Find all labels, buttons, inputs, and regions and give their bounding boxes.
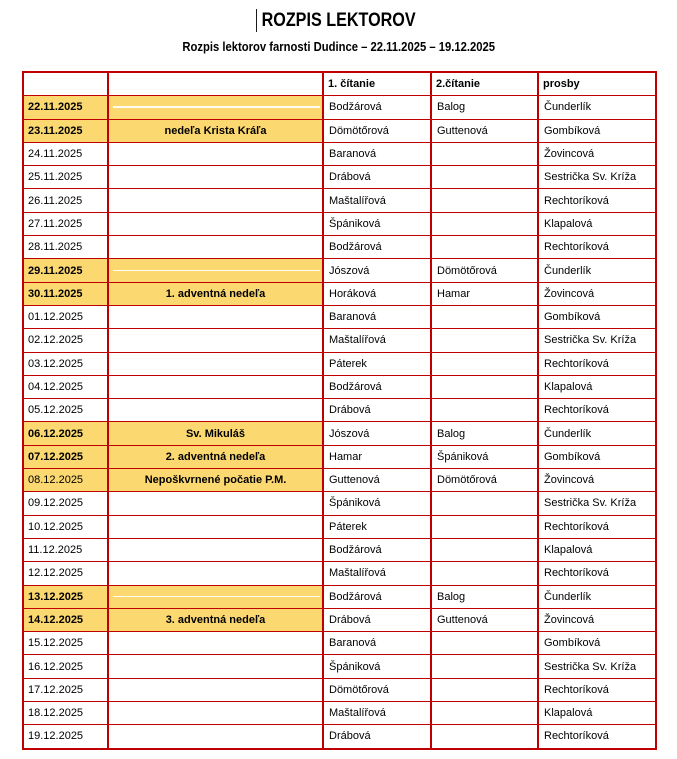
header-date[interactable] — [23, 72, 108, 96]
date-cell[interactable]: 27.11.2025 — [23, 212, 108, 235]
date-cell[interactable]: 16.12.2025 — [23, 655, 108, 678]
event-cell[interactable] — [108, 259, 323, 282]
reading1-cell[interactable]: Bodžárová — [323, 236, 431, 259]
reading2-cell[interactable] — [431, 399, 538, 422]
event-cell[interactable] — [108, 96, 323, 119]
page-subtitle[interactable] — [0, 39, 677, 55]
reading2-cell[interactable]: Balog — [431, 585, 538, 608]
reading2-cell[interactable] — [431, 166, 538, 189]
reading2-cell[interactable]: Balog — [431, 422, 538, 445]
date-cell[interactable]: 15.12.2025 — [23, 632, 108, 655]
table-row — [23, 189, 656, 212]
header-reading1[interactable]: 1. čítanie — [323, 72, 431, 96]
prosby-cell[interactable]: Klapalová — [538, 212, 656, 235]
prosby-cell[interactable]: Rechtoríková — [538, 399, 656, 422]
reading1-cell[interactable]: Bodžárová — [323, 585, 431, 608]
reading2-cell[interactable] — [431, 142, 538, 165]
prosby-cell[interactable]: Sestrička Sv. Kríža — [538, 166, 656, 189]
reading2-cell[interactable]: Dömötőrová — [431, 469, 538, 492]
date-cell[interactable]: 19.12.2025 — [23, 725, 108, 749]
highlight-divider-line — [113, 596, 320, 598]
event-cell[interactable] — [108, 702, 323, 725]
reading1-cell[interactable]: Jószová — [323, 259, 431, 282]
event-cell[interactable] — [108, 329, 323, 352]
reading1-cell[interactable]: Drábová — [323, 399, 431, 422]
table-row — [23, 259, 656, 282]
date-cell[interactable]: 02.12.2025 — [23, 329, 108, 352]
date-cell[interactable]: 22.11.2025 — [23, 96, 108, 119]
prosby-cell[interactable]: Gombíková — [538, 632, 656, 655]
reading2-cell[interactable] — [431, 562, 538, 585]
reading2-cell[interactable] — [431, 329, 538, 352]
event-cell[interactable] — [108, 212, 323, 235]
table-row — [23, 725, 656, 749]
prosby-cell[interactable]: Žovincová — [538, 282, 656, 305]
event-cell[interactable]: nedeľa Krista Kráľa — [108, 119, 323, 142]
reading2-cell[interactable] — [431, 725, 538, 749]
header-reading2[interactable]: 2.čítanie — [431, 72, 538, 96]
table-row — [23, 329, 656, 352]
date-cell[interactable]: 23.11.2025 — [23, 119, 108, 142]
reading2-cell[interactable] — [431, 538, 538, 561]
event-cell[interactable]: 2. adventná nedeľa — [108, 445, 323, 468]
prosby-cell[interactable]: Čunderlík — [538, 585, 656, 608]
reading1-cell[interactable]: Guttenová — [323, 469, 431, 492]
header-event[interactable] — [108, 72, 323, 96]
table-row — [23, 562, 656, 585]
event-cell[interactable] — [108, 375, 323, 398]
reading1-cell[interactable]: Drábová — [323, 725, 431, 749]
schedule-body — [23, 96, 656, 749]
table-row — [23, 702, 656, 725]
reading2-cell[interactable] — [431, 515, 538, 538]
table-row — [23, 678, 656, 701]
prosby-cell[interactable]: Rechtoríková — [538, 725, 656, 749]
table-row — [23, 375, 656, 398]
event-cell[interactable] — [108, 678, 323, 701]
reading1-cell[interactable]: Drábová — [323, 166, 431, 189]
date-cell[interactable]: 01.12.2025 — [23, 305, 108, 328]
prosby-cell[interactable]: Sestrička Sv. Kríža — [538, 329, 656, 352]
reading2-cell[interactable] — [431, 702, 538, 725]
date-cell[interactable]: 26.11.2025 — [23, 189, 108, 212]
prosby-cell[interactable]: Rechtoríková — [538, 678, 656, 701]
table-row — [23, 352, 656, 375]
table-row — [23, 422, 656, 445]
reading1-cell[interactable]: Maštalířová — [323, 562, 431, 585]
event-cell[interactable]: 1. adventná nedeľa — [108, 282, 323, 305]
prosby-cell[interactable]: Gombíková — [538, 119, 656, 142]
prosby-cell[interactable]: Čunderlík — [538, 96, 656, 119]
date-cell[interactable]: 03.12.2025 — [23, 352, 108, 375]
reading2-cell[interactable] — [431, 212, 538, 235]
reading1-cell[interactable]: Páterek — [323, 515, 431, 538]
table-row — [23, 212, 656, 235]
table-row — [23, 538, 656, 561]
date-cell[interactable]: 24.11.2025 — [23, 142, 108, 165]
table-row — [23, 166, 656, 189]
event-cell[interactable] — [108, 538, 323, 561]
reading1-cell[interactable]: Baranová — [323, 632, 431, 655]
event-cell[interactable] — [108, 142, 323, 165]
table-row — [23, 585, 656, 608]
event-cell[interactable]: 3. adventná nedeľa — [108, 608, 323, 631]
table-row — [23, 399, 656, 422]
reading2-cell[interactable] — [431, 305, 538, 328]
prosby-cell[interactable]: Klapalová — [538, 538, 656, 561]
reading1-cell[interactable]: Bodžárová — [323, 375, 431, 398]
prosby-cell[interactable]: Gombíková — [538, 305, 656, 328]
highlight-divider-line — [113, 270, 320, 272]
prosby-cell[interactable]: Rechtoríková — [538, 236, 656, 259]
prosby-cell[interactable]: Rechtoríková — [538, 562, 656, 585]
header-row — [23, 72, 656, 96]
date-cell[interactable]: 25.11.2025 — [23, 166, 108, 189]
date-cell[interactable]: 10.12.2025 — [23, 515, 108, 538]
reading2-cell[interactable] — [431, 375, 538, 398]
table-row — [23, 282, 656, 305]
date-cell[interactable]: 14.12.2025 — [23, 608, 108, 631]
date-cell[interactable]: 12.12.2025 — [23, 562, 108, 585]
highlight-divider-line — [113, 106, 320, 108]
prosby-cell[interactable]: Sestrička Sv. Kríža — [538, 655, 656, 678]
reading1-cell[interactable]: Jószová — [323, 422, 431, 445]
reading2-cell[interactable]: Balog — [431, 96, 538, 119]
table-row — [23, 515, 656, 538]
date-cell[interactable]: 05.12.2025 — [23, 399, 108, 422]
table-row — [23, 492, 656, 515]
prosby-cell[interactable]: Čunderlík — [538, 422, 656, 445]
date-cell[interactable]: 13.12.2025 — [23, 585, 108, 608]
event-cell[interactable] — [108, 562, 323, 585]
table-row — [23, 608, 656, 631]
reading2-cell[interactable] — [431, 352, 538, 375]
prosby-cell[interactable]: Klapalová — [538, 375, 656, 398]
reading2-cell[interactable] — [431, 655, 538, 678]
event-cell[interactable] — [108, 236, 323, 259]
header-prosby[interactable]: prosby — [538, 72, 656, 96]
prosby-cell[interactable]: Rechtoríková — [538, 515, 656, 538]
prosby-cell[interactable]: Rechtoríková — [538, 352, 656, 375]
event-cell[interactable] — [108, 399, 323, 422]
reading2-cell[interactable]: Guttenová — [431, 119, 538, 142]
event-cell[interactable]: Sv. Mikuláš — [108, 422, 323, 445]
prosby-cell[interactable]: Žovincová — [538, 469, 656, 492]
table-row — [23, 305, 656, 328]
date-cell[interactable]: 07.12.2025 — [23, 445, 108, 468]
page-title[interactable] — [0, 9, 677, 33]
reading1-cell[interactable]: Drábová — [323, 608, 431, 631]
reading1-cell[interactable]: Horáková — [323, 282, 431, 305]
table-row — [23, 655, 656, 678]
reading1-cell[interactable]: Špániková — [323, 212, 431, 235]
event-cell[interactable] — [108, 632, 323, 655]
page-title-text: ROZPIS LEKTOROV — [261, 10, 416, 31]
event-cell[interactable] — [108, 655, 323, 678]
reading1-cell[interactable]: Páterek — [323, 352, 431, 375]
reading2-cell[interactable] — [431, 236, 538, 259]
prosby-cell[interactable]: Klapalová — [538, 702, 656, 725]
reading1-cell[interactable]: Bodžárová — [323, 96, 431, 119]
date-cell[interactable]: 29.11.2025 — [23, 259, 108, 282]
table-row — [23, 96, 656, 119]
reading1-cell[interactable]: Baranová — [323, 305, 431, 328]
date-cell[interactable]: 17.12.2025 — [23, 678, 108, 701]
date-cell[interactable]: 11.12.2025 — [23, 538, 108, 561]
reading2-cell[interactable] — [431, 189, 538, 212]
table-row — [23, 445, 656, 468]
page-subtitle-text: Rozpis lektorov farnosti Dudince – 22.11.2025 – 19.12.2025 — [182, 40, 495, 54]
reading1-cell[interactable]: Baranová — [323, 142, 431, 165]
reading2-cell[interactable] — [431, 632, 538, 655]
prosby-cell[interactable]: Čunderlík — [538, 259, 656, 282]
prosby-cell[interactable]: Žovincová — [538, 608, 656, 631]
reading2-cell[interactable]: Hamar — [431, 282, 538, 305]
date-cell[interactable]: 28.11.2025 — [23, 236, 108, 259]
reading1-cell[interactable]: Maštalířová — [323, 702, 431, 725]
date-cell[interactable]: 06.12.2025 — [23, 422, 108, 445]
date-cell[interactable]: 18.12.2025 — [23, 702, 108, 725]
reading1-cell[interactable]: Maštalířová — [323, 189, 431, 212]
reading2-cell[interactable] — [431, 492, 538, 515]
prosby-cell[interactable]: Žovincová — [538, 142, 656, 165]
reading2-cell[interactable]: Guttenová — [431, 608, 538, 631]
lector-schedule-table — [22, 71, 657, 750]
event-cell[interactable] — [108, 305, 323, 328]
table-row — [23, 142, 656, 165]
date-cell[interactable]: 04.12.2025 — [23, 375, 108, 398]
event-cell[interactable] — [108, 189, 323, 212]
event-cell[interactable] — [108, 166, 323, 189]
reading1-cell[interactable]: Špániková — [323, 655, 431, 678]
reading1-cell[interactable]: Maštalířová — [323, 329, 431, 352]
date-cell[interactable]: 08.12.2025 — [23, 469, 108, 492]
event-cell[interactable] — [108, 585, 323, 608]
table-row — [23, 236, 656, 259]
reading1-cell[interactable]: Bodžárová — [323, 538, 431, 561]
date-cell[interactable]: 09.12.2025 — [23, 492, 108, 515]
event-cell[interactable] — [108, 492, 323, 515]
reading1-cell[interactable]: Dömötőrová — [323, 119, 431, 142]
event-cell[interactable]: Nepoškvrnené počatie P.M. — [108, 469, 323, 492]
prosby-cell[interactable]: Rechtoríková — [538, 189, 656, 212]
prosby-cell[interactable]: Gombíková — [538, 445, 656, 468]
reading2-cell[interactable]: Dömötőrová — [431, 259, 538, 282]
event-cell[interactable] — [108, 725, 323, 749]
reading1-cell[interactable]: Dömötőrová — [323, 678, 431, 701]
event-cell[interactable] — [108, 352, 323, 375]
table-row — [23, 469, 656, 492]
prosby-cell[interactable]: Sestrička Sv. Kríža — [538, 492, 656, 515]
reading1-cell[interactable]: Špániková — [323, 492, 431, 515]
event-cell[interactable] — [108, 515, 323, 538]
reading2-cell[interactable]: Špániková — [431, 445, 538, 468]
table-row — [23, 119, 656, 142]
reading1-cell[interactable]: Hamar — [323, 445, 431, 468]
reading2-cell[interactable] — [431, 678, 538, 701]
table-row — [23, 632, 656, 655]
date-cell[interactable]: 30.11.2025 — [23, 282, 108, 305]
